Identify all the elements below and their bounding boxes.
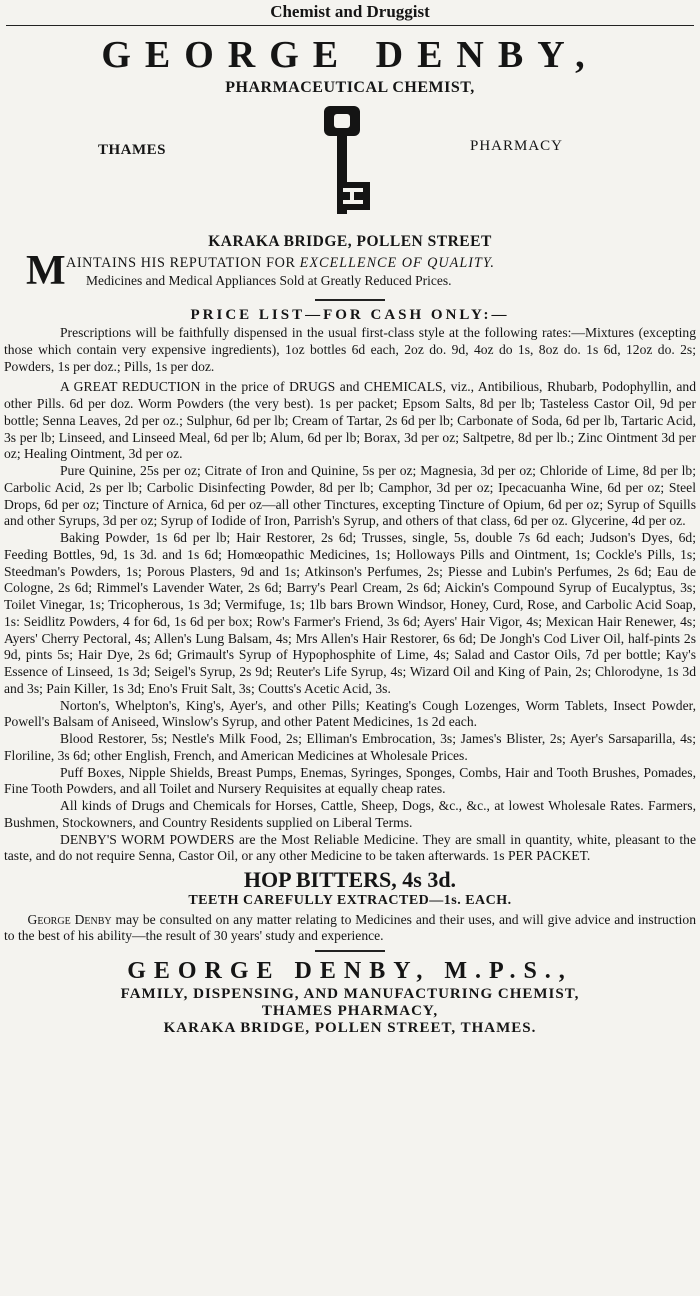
paragraph-worm-powders: DENBY'S WORM POWDERS are the Most Reliable Medicine. They are small in quantity, white, pleasant to the taste, and do not require Senna, Castor Oil, or any other Medicine to be taken afterwards. 1s PER PACKET.: [4, 831, 696, 864]
paragraph-animal-drugs: All kinds of Drugs and Chemicals for Horses, Cattle, Sheep, Dogs, &c., &c., at lowest Wholesale Rates. Farmers, Bushmen, Stockowners, and Country Residents supplied on Liberal Terms.: [4, 798, 696, 830]
shop-address: KARAKA BRIDGE, POLLEN STREET: [208, 233, 492, 250]
footer-pharmacy: THAMES PHARMACY,: [261, 1003, 439, 1019]
paragraph-toilet-requisites: Puff Boxes, Nipple Shields, Breast Pumps, Enemas, Syringes, Sponges, Combs, Hair and Tooth Brushes, Pomades, Fine Tooth Powders, and all Toilet and Nursery Requisites at equally cheap rates.: [4, 764, 696, 797]
paragraph-blood-restorer: Blood Restorer, 5s; Nestle's Milk Food, 2s; Elliman's Embrocation, 3s; James's Blister, 2s; Ayer's Sarsaparilla, 4s; Floriline, 3s 6d; other English, French, and American Medicines at Wholesale Prices.: [4, 731, 696, 763]
reputation-emphasis: EXCELLENCE OF QUALITY.: [299, 255, 495, 271]
consultant-name: George Denby: [27, 912, 112, 927]
paragraph-quinine: Pure Quinine, 25s per oz; Citrate of Iron and Quinine, 5s per oz; Magnesia, 3d per oz; Chloride of Lime, 8d per lb; Carbolic Acid, 2s per lb; Carbolic Disinfecting Powder, 8d per lb; Camphor, 3d per oz; Ipecacuanha Wine, 6d per oz; Steel Drops, 6d per oz; Tincture of Arnica, 6d per oz—all other Tinctures, excepting Tincture of Opium, 6d per oz; Syrup of Squills and other Syrups, 3d per oz; Syrup of Iodide of Iron, Parrish's Syrup, and others of that class, 6d per oz. Glycerine, 4d per oz.: [4, 463, 696, 529]
paragraph-pills: Norton's, Whelpton's, King's, Ayer's, and other Pills; Keating's Cough Lozenges, Worm Tablets, Insect Powder, Powell's Balsam of Aniseed, Winslow's Syrup, and other Patent Medicines, 1s 2d each.: [4, 697, 696, 730]
sign-right-text: PHARMACY: [470, 138, 564, 154]
column-header: Chemist and Druggist: [270, 2, 430, 21]
paragraph-prescriptions: Prescriptions will be faithfully dispensed in the usual first-class style at the following rates:—Mixtures (excepting those which contain very expensive ingredients), 1oz bottles 6d each, 2oz do. 9d, 4oz do 1s, 8oz do. 1s 6d, 12oz do. 2s; Powders, 1s per doz.; Pills, 1s per doz.: [4, 325, 696, 374]
shop-sign: [4, 98, 696, 218]
footer-divider: [315, 950, 385, 952]
drop-cap: M: [26, 248, 66, 294]
price-list-heading: PRICE LIST—FOR CASH ONLY:—: [190, 307, 510, 323]
section-divider: [315, 299, 385, 301]
hop-bitters-heading: HOP BITTERS, 4s 3d.: [243, 867, 457, 892]
key-icon: [322, 104, 370, 214]
business-subtitle: PHARMACEUTICAL CHEMIST,: [225, 79, 475, 96]
footer-business-name: GEORGE DENBY, M.P.S.,: [127, 958, 573, 984]
paragraph-great-reduction: A GREAT REDUCTION in the price of DRUGS and CHEMICALS, viz., Antibilious, Rhubarb, Podophyllin, and other Pills. 6d per doz. Worm Powders (the very best). 1s per packet; Epsom Salts, 8d per lb; Tasteless Castor Oil, 9d per bottle; Senna Leaves, 2d per oz.; Sulphur, 6d per lb; Cream of Tartar, 2s 6d per lb; Carbonate of Soda, 6d per lb, Tartaric Acid, 3s per lb; Linseed, and Linseed Meal, 6d per lb; Alum, 6d per lb; Borax, 3d per oz; Saltpetre, 8d per lb.; Zinc Ointment 3d per oz; Healing Ointment, 3d per oz.: [4, 379, 696, 462]
footer-address: KARAKA BRIDGE, POLLEN STREET, THAMES.: [163, 1020, 537, 1036]
teeth-extraction-line: TEETH CAREFULLY EXTRACTED—1s. EACH.: [188, 893, 512, 908]
reputation-text: AINTAINS HIS REPUTATION FOR: [66, 255, 300, 271]
price-list-body: [4, 325, 696, 865]
sign-left-text: THAMES: [98, 142, 167, 158]
reduced-prices-line: Medicines and Medical Appliances Sold at Greatly Reduced Prices.: [86, 273, 452, 288]
business-name: GEORGE DENBY,: [101, 34, 599, 76]
reputation-block: [4, 248, 696, 294]
reputation-line: [66, 254, 495, 272]
consultation-note: [4, 912, 696, 944]
paragraph-baking-powder: Baking Powder, 1s 6d per lb; Hair Restorer, 2s 6d; Trusses, single, 5s, double 7s 6d each; Judson's Dyes, 6d; Feeding Bottles, 9d, 1s 3d. and 1s 6d; Homœopathic Medicines, 1s; Holloways Pills and Ointment, 1s; Cockle's Pills, 1s; Steedman's Powders, 1s; Porous Plasters, 9d and 1s; Atkinson's Perfumes, 2s; Piesse and Lubin's Perfumes, 2s 6d; Eau de Cologne, 2s 6d; Rimmel's Lavender Water, 2s 6d; Barry's Pearl Cream, 2s 6d; Aickin's Compound Syrup of Eucalyptus, 3s; Toilet Vinegar, 1s; Tricopherous, 1s 3d; Vermifuge, 1s; 1lb bars Brown Windsor, Honey, Curd, Rose, and Carbolic Acid Soap, 1s: Seidlitz Powders, 4 for 6d, 1s 6d per box; Row's Farmer's Friend, 3s 6d; Ayers' Hair Vigor, 4s; Mexican Hair Renewer, 4s; Ayers' Cherry Pectoral, 4s; Allen's Lung Balsam, 4s; Mrs Allen's Hair Restorer, 6s 6d; De Jongh's Cod Liver Oil, half-pints 2s 9d, pints 5s; Hair Dye, 2s 6d; Grimault's Syrup of Hypophosphite of Lime, 4s; Salad and Castor Oils, 7d per bottle; Kay's Essence of Linseed, 1s 3d; Seigel's Syrup, 2s 9d; Reuter's Life Syrup, 4s; Wizard Oil and King of Pain, 2s; Chlorodyne, 1s 3d and 3s; Pain Killer, 1s 3d; Eno's Fruit Salt, 3s; Coutts's Acetic Acid, 3s.: [4, 530, 696, 696]
header-rule: [6, 25, 694, 26]
footer-description: FAMILY, DISPENSING, AND MANUFACTURING CHEMIST,: [120, 986, 580, 1002]
consultation-text: may be consulted on any matter relating to Medicines and their uses, and will give advice and instruction to the best of his ability—the result of 30 years' study and experience.: [4, 912, 696, 943]
